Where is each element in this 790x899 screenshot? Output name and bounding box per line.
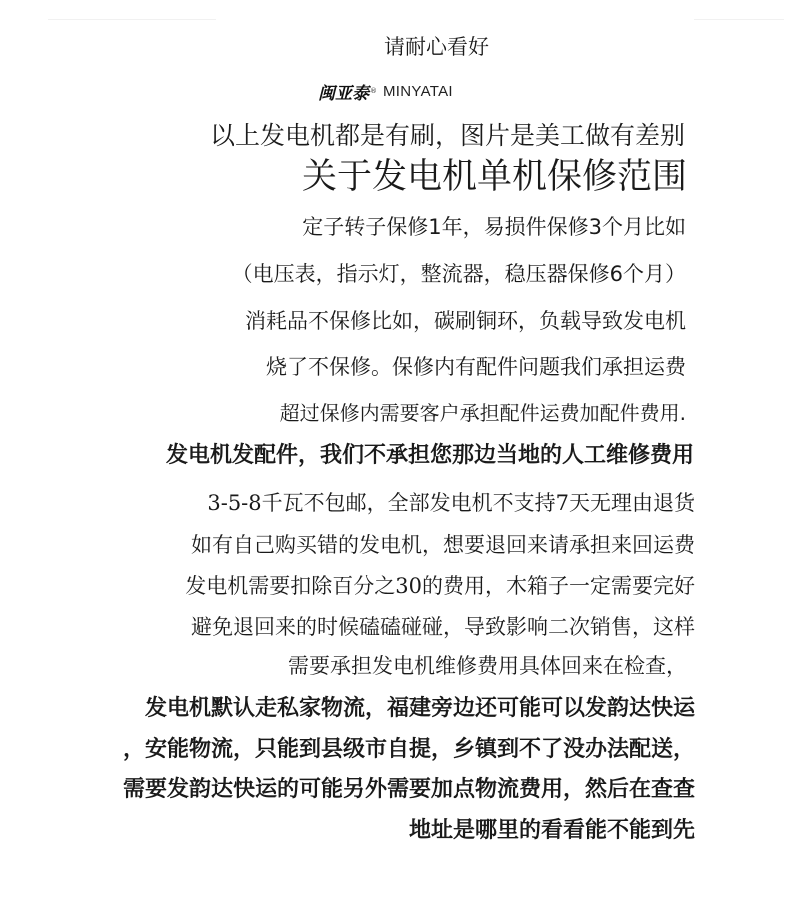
warranty-line: （电压表，指示灯，整流器，稳压器保修6个月） (231, 262, 686, 286)
tagline: 请耐心看好 (384, 35, 489, 59)
shipping-line: 地址是哪里的看看能不能到先 (408, 818, 695, 843)
top-divider-left (48, 19, 216, 20)
return-policy-line: 发电机需要扣除百分之30的费用，木箱子一定需要完好 (185, 574, 695, 598)
return-policy-line: 如有自己购买错的发电机，想要退回来请承担来回运费 (191, 533, 695, 557)
brand-logo (318, 80, 453, 102)
intro-text: 以上发电机都是有刷，图片是美工做有差别 (209, 121, 685, 150)
shipping-line: 需要发韵达快运的可能另外需要加点物流费用，然后在查查 (122, 777, 695, 802)
warranty-line: 定子转子保修1年，易损件保修3个月比如 (302, 215, 686, 239)
shipping-line: 发电机默认走私家物流，福建旁边还可能可以发韵达快运 (144, 696, 695, 721)
brand-logo-mark: 闽亚泰 (318, 83, 369, 104)
return-policy-line: 避免退回来的时候磕磕碰碰，导致影响二次销售，这样 (191, 615, 695, 639)
shipping-line: ，安能物流，只能到县级市自提，乡镇到不了没办法配送， (122, 737, 695, 762)
return-policy-line: 需要承担发电机维修费用具体回来在检查， (288, 654, 687, 678)
warranty-line: 超过保修内需要客户承担配件运费加配件费用. (279, 401, 686, 425)
warranty-line: 消耗品不保修比如，碳刷铜环，负载导致发电机 (245, 309, 686, 333)
return-policy-line: 3-5-8千瓦不包邮，全部发电机不支持7天无理由退货 (207, 491, 695, 515)
top-divider-right (694, 19, 784, 20)
warranty-title: 关于发电机单机保修范围 (301, 157, 687, 197)
parts-note: 发电机发配件，我们不承担您那边当地的人工维修费用 (165, 443, 694, 468)
registered-mark: ® (370, 87, 377, 95)
warranty-line: 烧了不保修。保修内有配件问题我们承担运费 (266, 355, 686, 379)
brand-name-english: MINYATAI (383, 82, 453, 100)
